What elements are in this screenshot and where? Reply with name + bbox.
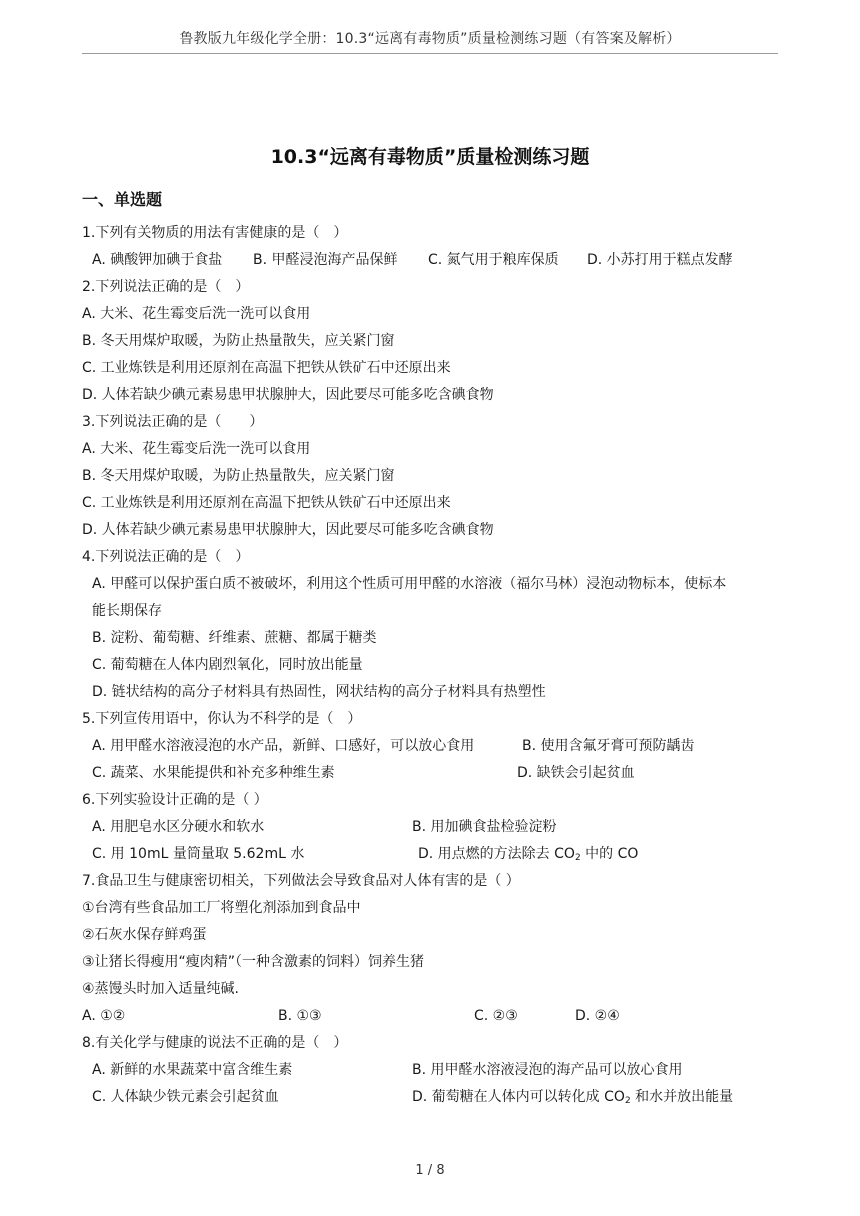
- option-c: C. 氮气用于粮库保质: [428, 252, 559, 268]
- option-d: D. 人体若缺少碘元素易患甲状腺肿大，因此要尽可能多吃含碘食物: [82, 522, 494, 538]
- question-list: [82, 220, 782, 1111]
- option-a: A. 大米、花生霉变后洗一洗可以食用: [82, 441, 311, 457]
- option-a-continued: 能长期保存: [92, 603, 162, 619]
- statement-2: ②石灰水保存鲜鸡蛋: [82, 927, 207, 943]
- option-c: C. 蔬菜、水果能提供和补充多种维生素: [92, 765, 335, 781]
- question-6-options-row1: [82, 814, 782, 841]
- question-6-stem: 6.下列实验设计正确的是（ ）: [82, 792, 268, 808]
- option-d: D. 链状结构的高分子材料具有热固性，网状结构的高分子材料具有热塑性: [92, 684, 546, 700]
- option-b: B. 用甲醛水溶液浸泡的海产品可以放心食用: [412, 1062, 683, 1078]
- option-a: A. 碘酸钾加碘于食盐: [92, 252, 223, 268]
- option-b: B. 淀粉、葡萄糖、纤维素、蔗糖、都属于糖类: [92, 630, 377, 646]
- option-d: D. 葡萄糖在人体内可以转化成 $CO_2$ 和水并放出能量: [412, 1089, 734, 1106]
- section-heading: 一、单选题: [82, 190, 163, 209]
- question-1-options: [82, 247, 782, 274]
- option-b: B. 冬天用煤炉取暖，为防止热量散失，应关紧门窗: [82, 333, 395, 349]
- option-d: D. 人体若缺少碘元素易患甲状腺肿大，因此要尽可能多吃含碘食物: [82, 387, 494, 403]
- option-b: B. 用加碘食盐检验淀粉: [412, 819, 557, 835]
- option-a: A. 甲醛可以保护蛋白质不被破坏，利用这个性质可用甲醛的水溶液（福尔马林）浸泡动物标本，使标本: [92, 576, 727, 592]
- option-a: A. 新鲜的水果蔬菜中富含维生素: [92, 1062, 293, 1078]
- question-8-options-row2: [82, 1084, 782, 1111]
- page-number: 1 / 8: [415, 1163, 445, 1178]
- option-d: D. 小苏打用于糕点发酵: [587, 252, 733, 268]
- question-3-stem: 3.下列说法正确的是（ ）: [82, 414, 264, 430]
- question-7-options: [82, 1003, 782, 1030]
- page-header: 鲁教版九年级化学全册：10.3“远离有毒物质”质量检测练习题（有答案及解析）: [179, 31, 681, 47]
- option-a: A. 用肥皂水区分硬水和软水: [92, 819, 265, 835]
- option-b: B. 甲醛浸泡海产品保鲜: [253, 252, 398, 268]
- option-a: A. 大米、花生霉变后洗一洗可以食用: [82, 306, 311, 322]
- option-a: A. ①②: [82, 1008, 126, 1024]
- question-8-options-row1: [82, 1057, 782, 1084]
- question-5-options-row2: [82, 760, 782, 787]
- question-7-stem: 7.食品卫生与健康密切相关，下列做法会导致食品对人体有害的是（ ）: [82, 873, 520, 889]
- option-b: B. 冬天用煤炉取暖，为防止热量散失，应关紧门窗: [82, 468, 395, 484]
- question-5-stem: 5.下列宣传用语中，你认为不科学的是（ ）: [82, 711, 362, 727]
- header-divider: [82, 53, 778, 54]
- question-5-options-row1: [82, 733, 782, 760]
- question-2-stem: 2.下列说法正确的是（ ）: [82, 279, 250, 295]
- option-b: B. 使用含氟牙膏可预防龋齿: [522, 738, 695, 754]
- option-a: A. 用甲醛水溶液浸泡的水产品，新鲜、口感好，可以放心食用: [92, 738, 475, 754]
- question-1-stem: 1.下列有关物质的用法有害健康的是（ ）: [82, 225, 348, 241]
- option-d: D. 用点燃的方法除去 $CO_2$ 中的 CO: [418, 846, 639, 863]
- option-c: C. 工业炼铁是利用还原剂在高温下把铁从铁矿石中还原出来: [82, 360, 451, 376]
- question-6-options-row2: [82, 841, 782, 868]
- question-8-stem: 8.有关化学与健康的说法不正确的是（ ）: [82, 1035, 348, 1051]
- option-c: C. 工业炼铁是利用还原剂在高温下把铁从铁矿石中还原出来: [82, 495, 451, 511]
- statement-1: ①台湾有些食品加工厂将塑化剂添加到食品中: [82, 900, 361, 916]
- option-b: B. ①③: [278, 1008, 322, 1024]
- question-4-stem: 4.下列说法正确的是（ ）: [82, 549, 250, 565]
- option-c: C. ②③: [474, 1008, 518, 1024]
- document-title: 10.3“远离有毒物质”质量检测练习题: [270, 146, 590, 168]
- option-d: D. 缺铁会引起贫血: [517, 765, 635, 781]
- statement-3: ③让猪长得瘦用“瘦肉精”（一种含激素的饲料）饲养生猪: [82, 954, 425, 970]
- option-c: C. 用 10mL 量筒量取 5.62mL 水: [92, 846, 305, 862]
- option-d: D. ②④: [575, 1008, 620, 1024]
- option-c: C. 人体缺少铁元素会引起贫血: [92, 1089, 279, 1105]
- statement-4: ④蒸馒头时加入适量纯碱.: [82, 981, 240, 997]
- option-c: C. 葡萄糖在人体内剧烈氧化，同时放出能量: [92, 657, 363, 673]
